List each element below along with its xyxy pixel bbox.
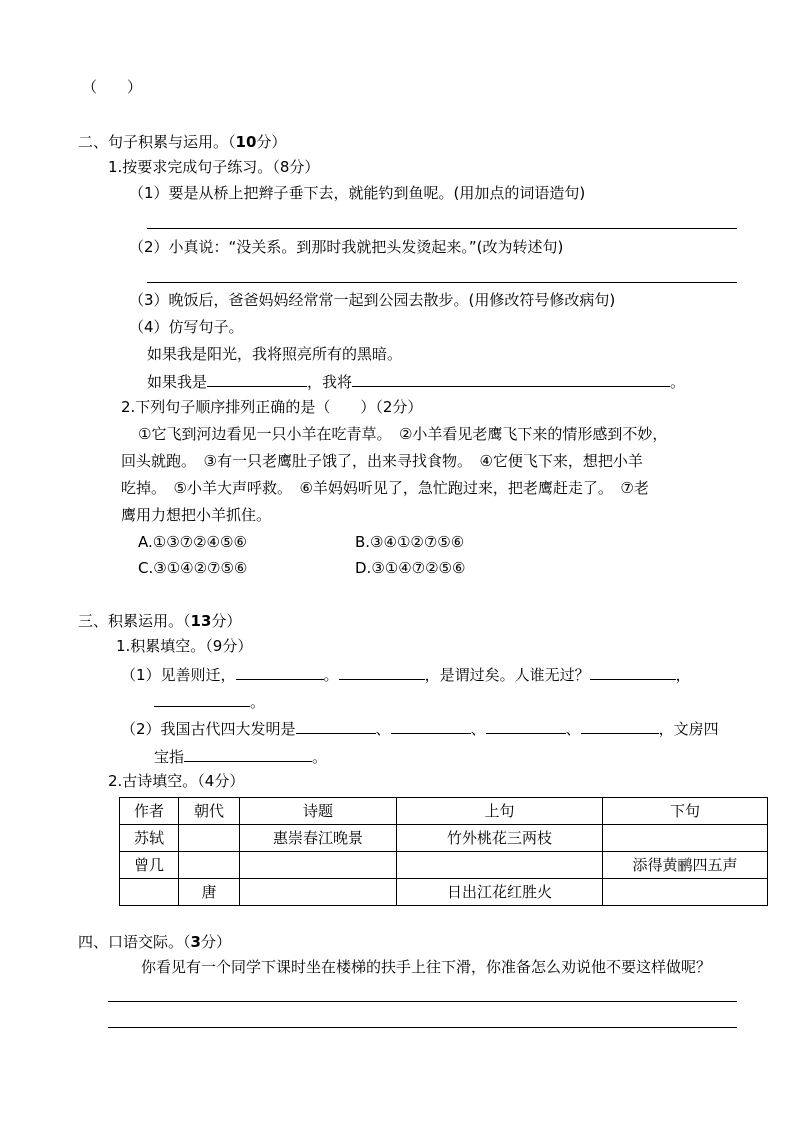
s2-q1-title: 1.按要求完成句子练习。（8分） [108,158,320,176]
s2-q1-item1: （1）要是从桥上把辫子垂下去，就能钓到鱼呢。(用加点的词语造句) [129,184,586,202]
table-cell: 惠崇春江晚景 [240,825,397,852]
answer-line[interactable] [147,282,737,283]
s3-q1-item1-cont: 。 [154,691,265,712]
s2-q2-text: 鹰用力想把小羊抓住。 [121,506,272,524]
answer-line[interactable] [108,1027,737,1028]
fill-blank[interactable] [184,746,312,762]
fill-blank[interactable] [339,664,425,680]
answer-line[interactable] [147,228,737,229]
fill-blank[interactable] [154,691,250,707]
option-d: D.③①④⑦②⑤⑥ [355,559,466,577]
s2-q1-item3: （3）晚饭后，爸爸妈妈经常常一起到公园去散步。(用修改符号修改病句) [129,291,616,309]
s3-q1-title: 1.积累填空。（9分） [116,637,253,655]
example-sentence: 如果我是阳光，我将照亮所有的黑暗。 [147,345,403,363]
s2-q2-text: ①它飞到河边看见一只小羊在吃青草。 ②小羊看见老鹰飞下来的情形感到不妙， [138,425,668,443]
table-cell-blank[interactable] [603,879,768,906]
fill-blank[interactable] [296,718,376,734]
table-header-row [120,798,768,825]
table-cell-blank[interactable] [179,852,240,879]
option-a: A.①③⑦②④⑤⑥ [138,533,247,551]
table-cell: 唐 [179,879,240,906]
answer-line[interactable] [108,1001,737,1002]
col-header-first-line: 上句 [397,798,603,825]
poem-table [119,797,768,906]
fill-blank[interactable] [207,371,307,387]
fill-blank[interactable] [590,664,676,680]
s3-q1-item2-cont: 宝指 。 [154,748,328,766]
fill-blank[interactable] [391,718,471,734]
fill-blank[interactable] [581,718,659,734]
section-3-heading: 三、积累运用。（13分） [78,612,242,630]
fill-blank[interactable] [352,371,670,387]
table-cell-blank[interactable] [179,825,240,852]
s2-q1-item2: （2）小真说：“没关系。到那时我就把头发烫起来。”(改为转述句) [129,238,564,256]
table-row [120,825,768,852]
table-cell-blank[interactable] [240,879,397,906]
section-2-heading: 二、句子积累与运用。（10分） [78,133,287,151]
section-4-heading: 四、口语交际。（3分） [78,933,231,951]
s2-q1-item4: （4）仿写句子。 [129,318,244,336]
fill-blank[interactable] [236,664,324,680]
table-cell: 日出江花红胜火 [397,879,603,906]
table-cell: 竹外桃花三两枝 [397,825,603,852]
option-b: B.③④①②⑦⑤⑥ [355,533,465,551]
s3-q2-title: 2.古诗填空。（4分） [108,772,245,790]
s4-prompt: 你看见有一个同学下课时坐在楼梯的扶手上往下滑，你准备怎么劝说他不要这样做呢？ [141,958,712,976]
s2-q2-text: 回头就跑。 ③有一只老鹰肚子饿了，出来寻找食物。 ④它便飞下来，想把小羊 [121,452,643,470]
table-cell: 苏轼 [120,825,179,852]
table-cell: 曾几 [120,852,179,879]
table-cell-blank[interactable] [603,825,768,852]
table-cell-blank[interactable] [120,879,179,906]
table-cell-blank[interactable] [397,852,603,879]
table-cell: 添得黄鹂四五声 [603,852,768,879]
s2-q2-title: 2.下列句子顺序排列正确的是（ ）（2分） [121,398,423,416]
col-header-author: 作者 [120,798,179,825]
table-row [120,879,768,906]
s3-q1-item1: （1）见善则迁， 。 ，是谓过矣。人谁无过？ ， [121,666,691,684]
col-header-dynasty: 朝代 [179,798,240,825]
s3-q1-item2: （2）我国古代四大发明是 、 、 、 ，文房四 [121,720,719,738]
s2-q2-text: 吃掉。 ⑤小羊大声呼救。 ⑥羊妈妈听见了，急忙跑过来，把老鹰赶走了。 ⑦老 [121,479,649,497]
answer-paren: （ ） [82,78,143,96]
col-header-title: 诗题 [240,798,397,825]
imitate-sentence: 如果我是 ，我将 。 [147,373,686,391]
col-header-second-line: 下句 [603,798,768,825]
table-cell-blank[interactable] [240,852,397,879]
fill-blank[interactable] [486,718,566,734]
table-row [120,852,768,879]
option-c: C.③①④②⑦⑤⑥ [138,559,248,577]
